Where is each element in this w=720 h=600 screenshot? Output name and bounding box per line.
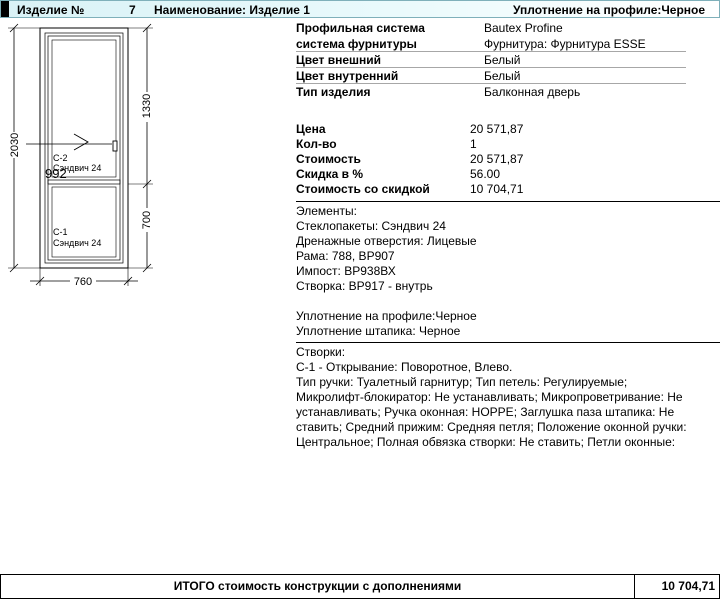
spec-row: Цвет внешний Белый bbox=[296, 52, 686, 68]
spec-row: система фурнитуры Фурнитура: Фурнитура ESSE bbox=[296, 36, 686, 52]
elements-block bbox=[296, 204, 720, 339]
pricing-table bbox=[296, 122, 556, 197]
total-footer bbox=[0, 574, 720, 599]
sashes-line: ставить; Средний прижим: Средняя петля; Положение оконной ручки: bbox=[296, 420, 687, 434]
spec-table bbox=[296, 20, 686, 100]
dim-upper: 1330 bbox=[141, 93, 153, 119]
price-row: Цена 20 571,87 bbox=[296, 122, 524, 136]
door-drawing bbox=[0, 20, 165, 290]
spec-row: Тип изделия Балконная дверь bbox=[296, 85, 581, 99]
lower-sash-code: С-1 bbox=[53, 227, 68, 237]
price-row: Стоимость 20 571,87 bbox=[296, 152, 524, 166]
dim-height: 2030 bbox=[9, 132, 21, 158]
sashes-line: Микролифт-блокиратор: Не устанавливать; Микропроветривание: Не bbox=[296, 390, 683, 404]
elements-line: Створка: ВР917 - внутрь bbox=[296, 279, 433, 293]
sashes-title: Створки: bbox=[296, 345, 346, 359]
sashes-line: устанавливать; Ручка оконная: HOPPE; Заглушка паза штапика: Не bbox=[296, 405, 675, 419]
header-marker bbox=[1, 1, 9, 17]
overlay-dim: 992 bbox=[45, 166, 67, 181]
upper-sash-code: С-2 bbox=[53, 153, 68, 163]
item-name: Наименование: Изделие 1 bbox=[154, 3, 310, 17]
total-label: ИТОГО стоимость конструкции с дополнениями bbox=[1, 575, 635, 598]
sashes-line: С-1 - Открывание: Поворотное, Влево. bbox=[296, 360, 513, 374]
elements-line: Импост: ВР938ВХ bbox=[296, 264, 396, 278]
lower-sash-fill: Сэндвич 24 bbox=[53, 238, 102, 248]
sashes-line: Центральное; Полная обвязка створки: Не ставить; Петли оконные: bbox=[296, 435, 676, 449]
sashes-line: Тип ручки: Туалетный гарнитур; Тип петель: Регулируемые; bbox=[296, 375, 628, 389]
dim-width: 760 bbox=[73, 276, 93, 288]
spec-row: Профильная система Bautex Profine bbox=[296, 21, 563, 35]
sashes-block bbox=[296, 345, 720, 450]
seal-profile: Уплотнение на профиле:Черное bbox=[296, 309, 477, 323]
elements-line: Дренажные отверстия: Лицевые bbox=[296, 234, 477, 248]
elements-title: Элементы: bbox=[296, 204, 357, 218]
dim-lower: 700 bbox=[141, 210, 153, 230]
upper-sash-fill: Сэндвич 24 bbox=[53, 163, 102, 173]
seal-bead: Уплотнение штапика: Черное bbox=[296, 324, 461, 338]
price-row: Скидка в % 56.00 bbox=[296, 167, 501, 181]
divider bbox=[296, 201, 720, 202]
header-seal: Уплотнение на профиле:Черное bbox=[513, 3, 706, 17]
item-number: 7 bbox=[129, 3, 136, 17]
divider bbox=[296, 342, 720, 343]
spec-row: Цвет внутренний Белый bbox=[296, 68, 686, 84]
elements-line: Рама: 788, ВР907 bbox=[296, 249, 395, 263]
header-bar bbox=[0, 0, 720, 18]
price-row: Стоимость со скидкой 10 704,71 bbox=[296, 182, 524, 196]
total-value: 10 704,71 bbox=[661, 579, 715, 593]
item-label: Изделие № bbox=[17, 3, 85, 17]
price-row: Кол-во 1 bbox=[296, 137, 477, 151]
elements-line: Стеклопакеты: Сэндвич 24 bbox=[296, 219, 446, 233]
